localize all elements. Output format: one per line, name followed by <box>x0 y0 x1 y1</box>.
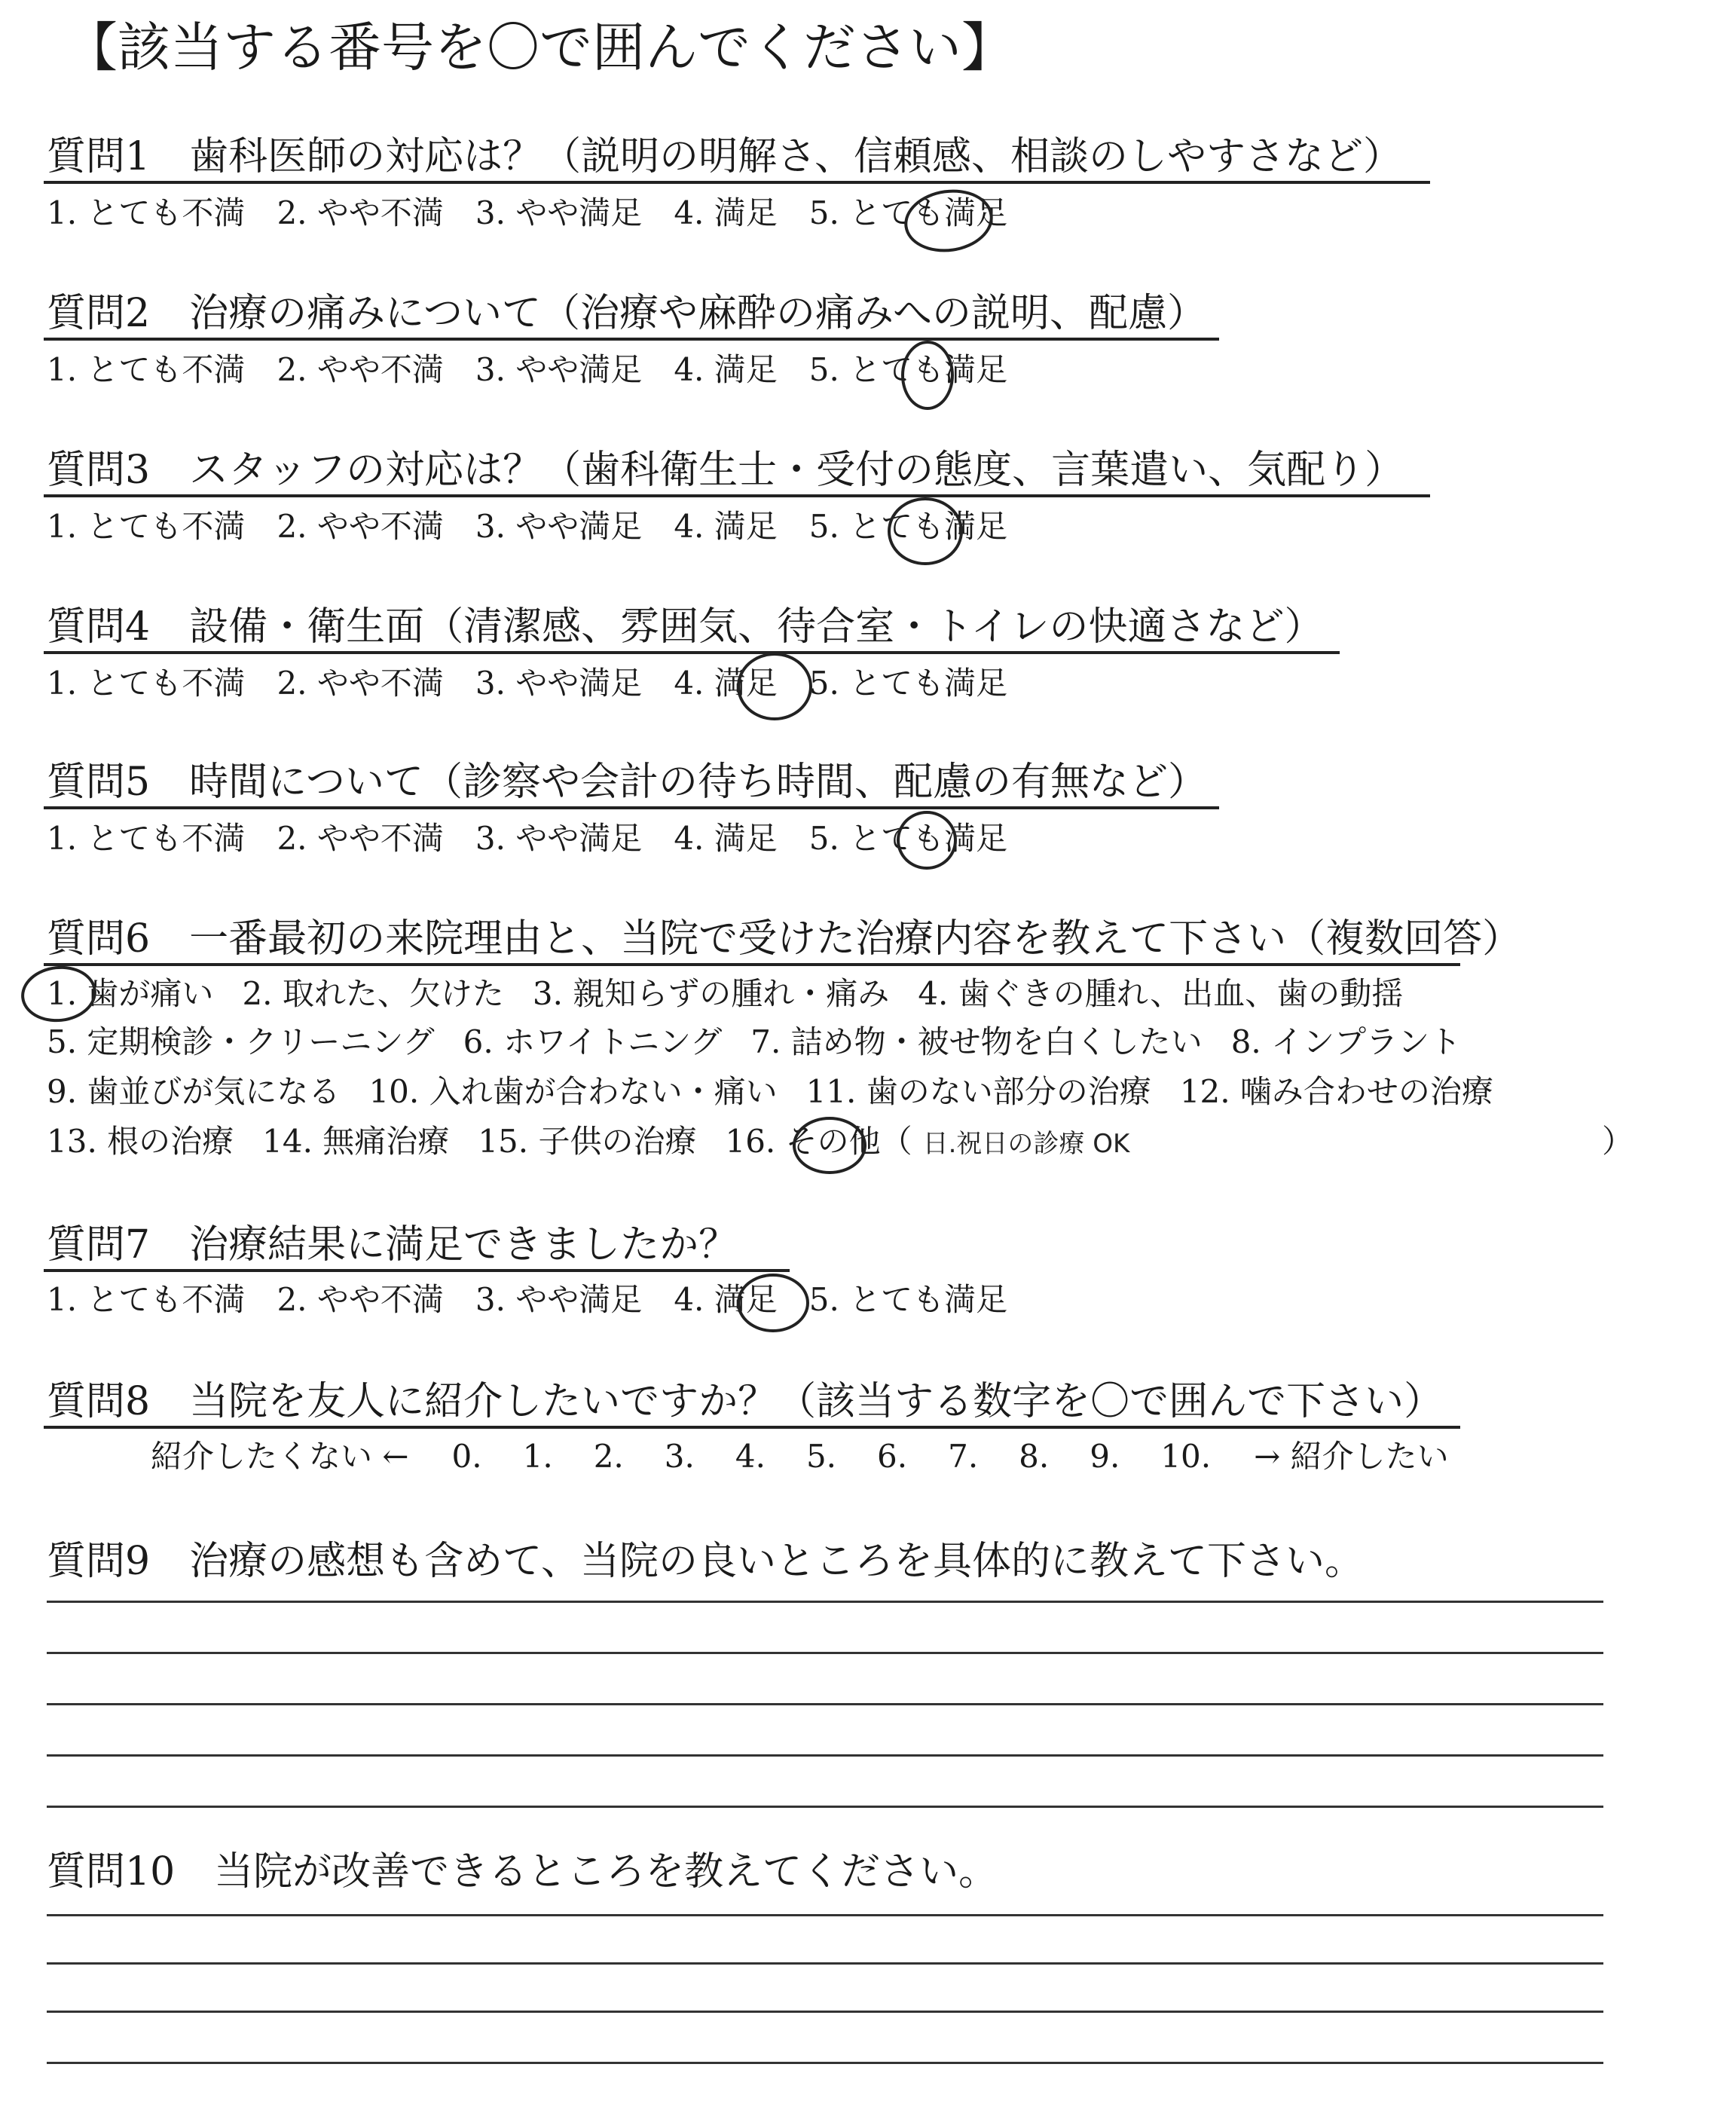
q6-row-2 <box>47 1023 1490 1060</box>
q8-scale-2[interactable]: 2. <box>593 1438 624 1475</box>
question-2-options <box>47 351 1039 388</box>
q6-option-3[interactable]: 3. 親知らずの腫れ・痛み <box>532 975 890 1012</box>
q6-option-6[interactable]: 6. ホワイトニング <box>463 1023 723 1060</box>
q3-option-2[interactable]: 2. やや不満 <box>277 508 444 545</box>
q6-other-close-paren: ） <box>1602 1123 1634 1160</box>
q8-scale <box>151 1438 1449 1475</box>
q7-selection-circle <box>737 1274 809 1332</box>
q4-option-3[interactable]: 3. やや満足 <box>475 665 643 702</box>
question-5-title: 質問5 時間について（診察や会計の待ち時間、配慮の有無など） <box>47 760 1208 805</box>
q7-option-1[interactable]: 1. とても不満 <box>47 1281 246 1318</box>
question-7-underline <box>44 1269 790 1272</box>
q5-option-3[interactable]: 3. やや満足 <box>475 820 643 857</box>
q6-option-4[interactable]: 4. 歯ぐきの腫れ、出血、歯の動揺 <box>918 975 1404 1012</box>
q5-option-4[interactable]: 4. 満足 <box>674 820 778 857</box>
q8-scale-1[interactable]: 1. <box>522 1438 553 1475</box>
question-4-underline <box>44 651 1340 654</box>
q3-option-4[interactable]: 4. 満足 <box>674 508 778 545</box>
question-1-underline <box>44 181 1430 184</box>
q8-scale-0[interactable]: 0. <box>451 1438 482 1475</box>
q6-option-16-selection-circle <box>793 1117 866 1174</box>
q5-option-1[interactable]: 1. とても不満 <box>47 820 246 857</box>
q2-option-4[interactable]: 4. 満足 <box>674 351 778 388</box>
question-6-title: 質問6 一番最初の来院理由と、当院で受けた治療内容を教えて下さい（複数回答） <box>47 916 1522 962</box>
q3-option-5[interactable]: 5. とても満足 <box>808 508 1008 545</box>
q5-option-2[interactable]: 2. やや不満 <box>277 820 444 857</box>
q8-scale-9[interactable]: 9. <box>1090 1438 1120 1475</box>
q8-scale-6[interactable]: 6. <box>877 1438 908 1475</box>
question-2-title: 質問2 治療の痛みについて（治療や麻酔の痛みへの説明、配慮） <box>47 291 1207 336</box>
q6-row-4 <box>47 1123 1130 1160</box>
question-7-options <box>47 1281 1039 1318</box>
q6-option-10[interactable]: 10. 入れ歯が合わない・痛い <box>368 1073 778 1110</box>
q6-option-11[interactable]: 11. 歯のない部分の治療 <box>805 1073 1151 1110</box>
question-1-title: 質問1 歯科医師の対応は？（説明の明解さ、信頼感、相談のしやすさなど） <box>47 134 1403 179</box>
q9-answer-line[interactable] <box>47 1652 1603 1654</box>
question-4-options <box>47 665 1039 702</box>
q10-answer-line[interactable] <box>47 1914 1603 1916</box>
q6-option-5[interactable]: 5. 定期検診・クリーニング <box>47 1023 435 1060</box>
question-3-title: 質問3 スタッフの対応は？（歯科衛生士・受付の態度、言葉遣い、気配り） <box>47 448 1404 493</box>
question-10-title: 質問10 当院が改善できるところを教えてください。 <box>47 1849 998 1894</box>
q1-option-5[interactable]: 5. とても満足 <box>808 194 1008 231</box>
question-7-title: 質問7 治療結果に満足できましたか？ <box>47 1222 738 1268</box>
q2-selection-circle <box>901 341 954 410</box>
question-3-underline <box>44 494 1430 497</box>
q7-option-5[interactable]: 5. とても満足 <box>808 1281 1008 1318</box>
q8-scale-3[interactable]: 3. <box>664 1438 695 1475</box>
q6-option-1[interactable]: 1. 歯が痛い <box>47 975 214 1012</box>
question-6-underline <box>44 963 1460 966</box>
question-5-options <box>47 820 1039 857</box>
q1-option-1[interactable]: 1. とても不満 <box>47 194 246 231</box>
q8-scale-4[interactable]: 4. <box>735 1438 766 1475</box>
q6-option-9[interactable]: 9. 歯並びが気になる <box>47 1073 341 1110</box>
q8-scale-5[interactable]: 5. <box>805 1438 837 1475</box>
question-4-title: 質問4 設備・衛生面（清潔感、雰囲気、待合室・トイレの快適さなど） <box>47 604 1324 650</box>
q4-selection-circle <box>737 653 812 720</box>
q7-option-2[interactable]: 2. やや不満 <box>277 1281 444 1318</box>
q6-row-1 <box>47 975 1432 1012</box>
q8-scale-10[interactable]: 10. <box>1160 1438 1212 1475</box>
q6-row-3 <box>47 1073 1522 1110</box>
q8-scale-7[interactable]: 7. <box>948 1438 979 1475</box>
q1-option-4[interactable]: 4. 満足 <box>674 194 778 231</box>
question-9-title: 質問9 治療の感想も含めて、当院の良いところを具体的に教えて下さい。 <box>47 1539 1365 1584</box>
q10-answer-line[interactable] <box>47 2011 1603 2013</box>
question-2-underline <box>44 338 1219 341</box>
q6-option-13[interactable]: 13. 根の治療 <box>47 1123 234 1160</box>
q2-option-5[interactable]: 5. とても満足 <box>808 351 1008 388</box>
q6-option-15[interactable]: 15. 子供の治療 <box>478 1123 697 1160</box>
q2-option-3[interactable]: 3. やや満足 <box>475 351 643 388</box>
q6-other-handwritten-answer: 日.祝日の診療 OK <box>922 1129 1130 1159</box>
q9-answer-line[interactable] <box>47 1703 1603 1705</box>
q7-option-4[interactable]: 4. 満足 <box>674 1281 778 1318</box>
q8-scale-8[interactable]: 8. <box>1019 1438 1050 1475</box>
q6-option-12[interactable]: 12. 噛み合わせの治療 <box>1179 1073 1493 1110</box>
q4-option-5[interactable]: 5. とても満足 <box>808 665 1008 702</box>
question-8-underline <box>44 1426 1460 1429</box>
q5-selection-circle <box>897 811 957 870</box>
instruction-heading: 【該当する番号を〇で囲んでください】 <box>65 17 1014 78</box>
q9-answer-line[interactable] <box>47 1806 1603 1808</box>
q1-option-2[interactable]: 2. やや不満 <box>277 194 444 231</box>
q10-answer-line[interactable] <box>47 1962 1603 1965</box>
q3-option-1[interactable]: 1. とても不満 <box>47 508 246 545</box>
q6-option-2[interactable]: 2. 取れた、欠けた <box>242 975 504 1012</box>
q6-option-8[interactable]: 8. インプラント <box>1230 1023 1462 1060</box>
q3-selection-circle <box>888 497 963 565</box>
q4-option-1[interactable]: 1. とても不満 <box>47 665 246 702</box>
q8-right-label: → 紹介したい <box>1254 1438 1449 1475</box>
q6-option-14[interactable]: 14. 無痛治療 <box>262 1123 450 1160</box>
q3-option-3[interactable]: 3. やや満足 <box>475 508 643 545</box>
q7-option-3[interactable]: 3. やや満足 <box>475 1281 643 1318</box>
q5-option-5[interactable]: 5. とても満足 <box>808 820 1008 857</box>
question-8-title: 質問8 当院を友人に紹介したいですか？（該当する数字を〇で囲んで下さい） <box>47 1379 1444 1424</box>
q8-left-label: 紹介したくない ← <box>151 1438 409 1475</box>
q6-option-7[interactable]: 7. 詰め物・被せ物を白くしたい <box>750 1023 1203 1060</box>
question-1-options <box>47 194 1039 231</box>
q1-option-3[interactable]: 3. やや満足 <box>475 194 643 231</box>
q9-answer-line[interactable] <box>47 1754 1603 1757</box>
q4-option-2[interactable]: 2. やや不満 <box>277 665 444 702</box>
q9-answer-line[interactable] <box>47 1601 1603 1603</box>
q6-option-16[interactable]: 16. その他（ <box>725 1123 912 1160</box>
q6-option-1-selection-circle <box>18 962 99 1026</box>
q2-option-1[interactable]: 1. とても不満 <box>47 351 246 388</box>
q10-answer-line[interactable] <box>47 2062 1603 2064</box>
question-5-underline <box>44 806 1219 809</box>
q4-option-4[interactable]: 4. 満足 <box>674 665 778 702</box>
q2-option-2[interactable]: 2. やや不満 <box>277 351 444 388</box>
